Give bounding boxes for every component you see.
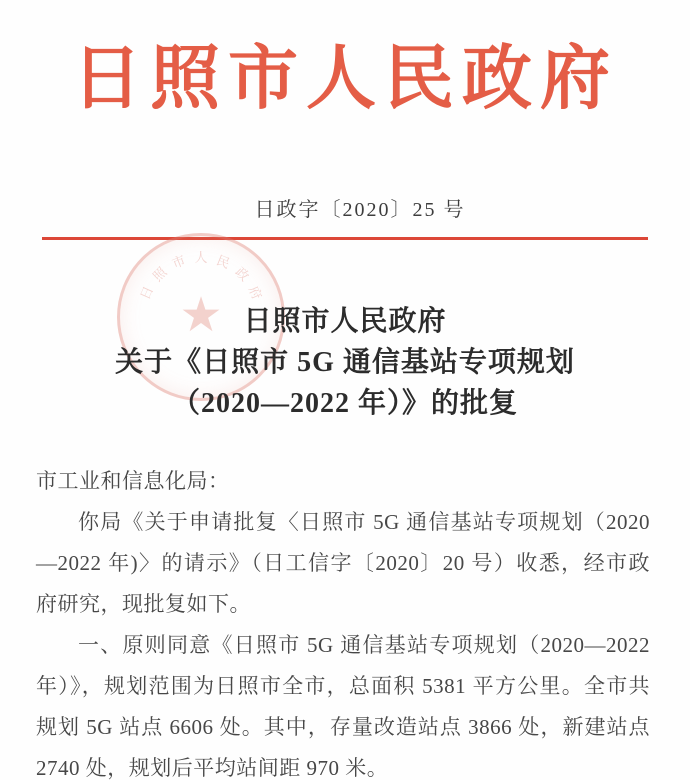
body-line: 你局《关于申请批复〈日照市 5G 通信基站专项规划（2020 bbox=[78, 510, 650, 534]
body-line: 府研究，现批复如下。 bbox=[36, 592, 251, 616]
body-line: 2740 处，规划后平均站间距 970 米。 bbox=[36, 756, 389, 780]
seal-star-icon: ★ bbox=[179, 286, 223, 343]
body-line: —2022 年)〉的请示》（日工信字〔2020〕20 号）收悉，经市政 bbox=[36, 551, 650, 575]
body-line: 规划 5G 站点 6606 处。其中，存量改造站点 3866 处，新建站点 bbox=[36, 715, 650, 739]
title-line-2: 关于《日照市 5G 通信基站专项规划 bbox=[115, 347, 575, 378]
body-line: 一、原则同意《日照市 5G 通信基站专项规划（2020—2022 bbox=[78, 633, 650, 657]
seal-arc-text: 日 照 市 人 民 政 府 bbox=[137, 250, 265, 302]
document-title bbox=[0, 301, 690, 424]
body-line-salutation: 市工业和信息化局： bbox=[36, 469, 230, 493]
document-body bbox=[36, 461, 650, 780]
body-line: 年）》，规划范围为日照市全市，总面积 5381 平方公里。全市共 bbox=[36, 674, 650, 698]
letterhead-agency-name: 日照市人民政府 bbox=[72, 41, 618, 118]
title-line-1: 日照市人民政府 bbox=[243, 306, 447, 337]
title-line-3: （2020—2022 年）》的批复 bbox=[171, 388, 518, 419]
doc-number: 日政字〔2020〕25 号 bbox=[254, 199, 466, 221]
